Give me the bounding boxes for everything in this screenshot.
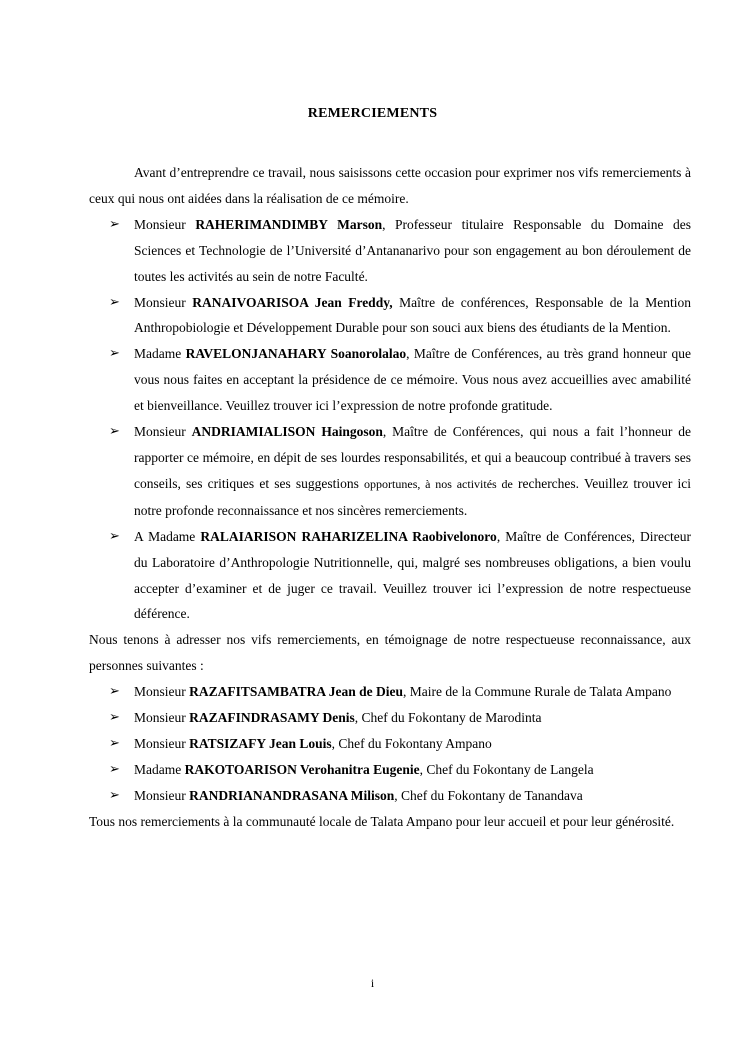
person-name: RAZAFINDRASAMY Denis xyxy=(189,710,355,726)
acknowledgement-list-academic xyxy=(89,212,691,628)
arrow-bullet-icon: ➢ xyxy=(109,710,120,726)
item-prefix: Monsieur xyxy=(134,787,190,803)
second-paragraph: Nous tenons à adresser nos vifs remerciements, en témoignage de notre respectueuse reconnaissance, aux personnes suivantes : xyxy=(89,632,691,674)
arrow-bullet-icon: ➢ xyxy=(109,735,120,751)
item-prefix: A Madame xyxy=(134,528,201,544)
item-text: , Chef du Fokontany de Marodinta xyxy=(354,710,542,726)
page-number: i xyxy=(370,976,375,990)
item-text: Maître de conférences, Responsable de la Mention Anthropobiologie et Développement Durable pour son souci aux biens des étudiants de la Mention. xyxy=(134,294,691,336)
item-prefix: Monsieur xyxy=(134,684,190,700)
person-name: RAHERIMANDIMBY Marson xyxy=(195,216,383,232)
item-text: , Maître de Conférences, au très grand honneur que vous nous faites en acceptant la présidence de ce mémoire. Vous nous avez accueillies avec amabilité et bienveillance. Veuillez trouver ici l’expression de notre profonde gratitude. xyxy=(134,346,691,414)
person-name: RANAIVOARISOA Jean Freddy, xyxy=(192,294,393,310)
page-content xyxy=(89,160,691,835)
intro-paragraph: Avant d’entreprendre ce travail, nous saisissons cette occasion pour exprimer nos vifs remerciements à ceux qui nous ont aidées dans la réalisation de ce mémoire. xyxy=(89,165,691,206)
list-item xyxy=(89,705,691,731)
item-prefix: Monsieur xyxy=(134,294,193,310)
item-text: , Chef du Fokontany de Langela xyxy=(419,761,594,777)
arrow-bullet-icon: ➢ xyxy=(109,787,120,803)
item-text: , Maire de la Commune Rurale de Talata Ampano xyxy=(403,684,672,700)
arrow-bullet-icon: ➢ xyxy=(109,424,120,440)
list-item xyxy=(89,757,691,783)
page-title: REMERCIEMENTS xyxy=(307,106,438,121)
list-item xyxy=(89,212,691,290)
item-prefix: Monsieur xyxy=(134,735,190,751)
item-text: , Maître de Conférences, Directeur du Laboratoire d’Anthropologie Nutritionnelle, qui, malgré ses nombreuses obligations, a bien voulu accepter d’examiner et de juger ce travail. Veuillez trouver ici l’expression de notre respectueuse déférence. xyxy=(134,528,691,622)
item-prefix: Monsieur xyxy=(134,216,196,232)
person-name: ANDRIAMIALISON Haingoson xyxy=(191,424,383,440)
arrow-bullet-icon: ➢ xyxy=(109,216,120,232)
acknowledgement-list-local xyxy=(89,679,691,809)
item-text: , Chef du Fokontany Ampano xyxy=(331,735,492,751)
arrow-bullet-icon: ➢ xyxy=(109,528,120,544)
person-name: RAKOTOARISON Verohanitra Eugenie xyxy=(184,761,420,777)
item-prefix: Madame xyxy=(134,761,185,777)
arrow-bullet-icon: ➢ xyxy=(109,346,120,362)
list-item xyxy=(89,783,691,809)
person-name: RALAIARISON RAHARIZELINA Raobivelonoro xyxy=(200,528,497,544)
item-text: , Professeur titulaire Responsable du Domaine des Sciences et Technologie de l’Université d’Antananarivo pour son engagement au bon déroulement de toutes les activités au sein de notre Faculté. xyxy=(134,216,691,284)
list-item xyxy=(89,290,691,342)
item-text: recherches. Veuillez trouver ici notre profonde reconnaissance et nos sincères remerciements. xyxy=(134,475,691,518)
arrow-bullet-icon: ➢ xyxy=(109,294,120,310)
item-prefix: Monsieur xyxy=(134,424,192,440)
list-item xyxy=(89,341,691,419)
person-name: RANDRIANANDRASANA Milison xyxy=(189,787,395,803)
person-name: RAZAFITSAMBATRA Jean de Dieu xyxy=(189,684,404,700)
arrow-bullet-icon: ➢ xyxy=(109,684,120,700)
item-prefix: Monsieur xyxy=(134,710,190,726)
arrow-bullet-icon: ➢ xyxy=(109,761,120,777)
list-item xyxy=(89,731,691,757)
list-item xyxy=(89,524,691,628)
person-name: RAVELONJANAHARY Soanorolalao xyxy=(185,346,407,362)
list-item xyxy=(89,679,691,705)
closing-paragraph: Tous nos remerciements à la communauté locale de Talata Ampano pour leur accueil et pour leur générosité. xyxy=(89,813,675,829)
item-text: , Maître de Conférences, qui nous a fait l’honneur de rapporter ce mémoire, en dépit de ses lourdes responsabilités, et qui a beaucoup contribué à travers ses conseils, ses critiques et ses suggestions xyxy=(134,424,691,491)
item-prefix: Madame xyxy=(134,346,186,362)
person-name: RATSIZAFY Jean Louis xyxy=(189,735,332,751)
list-item xyxy=(89,419,691,524)
item-text-small: opportunes, à nos activités de xyxy=(364,476,513,491)
item-text: , Chef du Fokontany de Tanandava xyxy=(394,787,583,803)
